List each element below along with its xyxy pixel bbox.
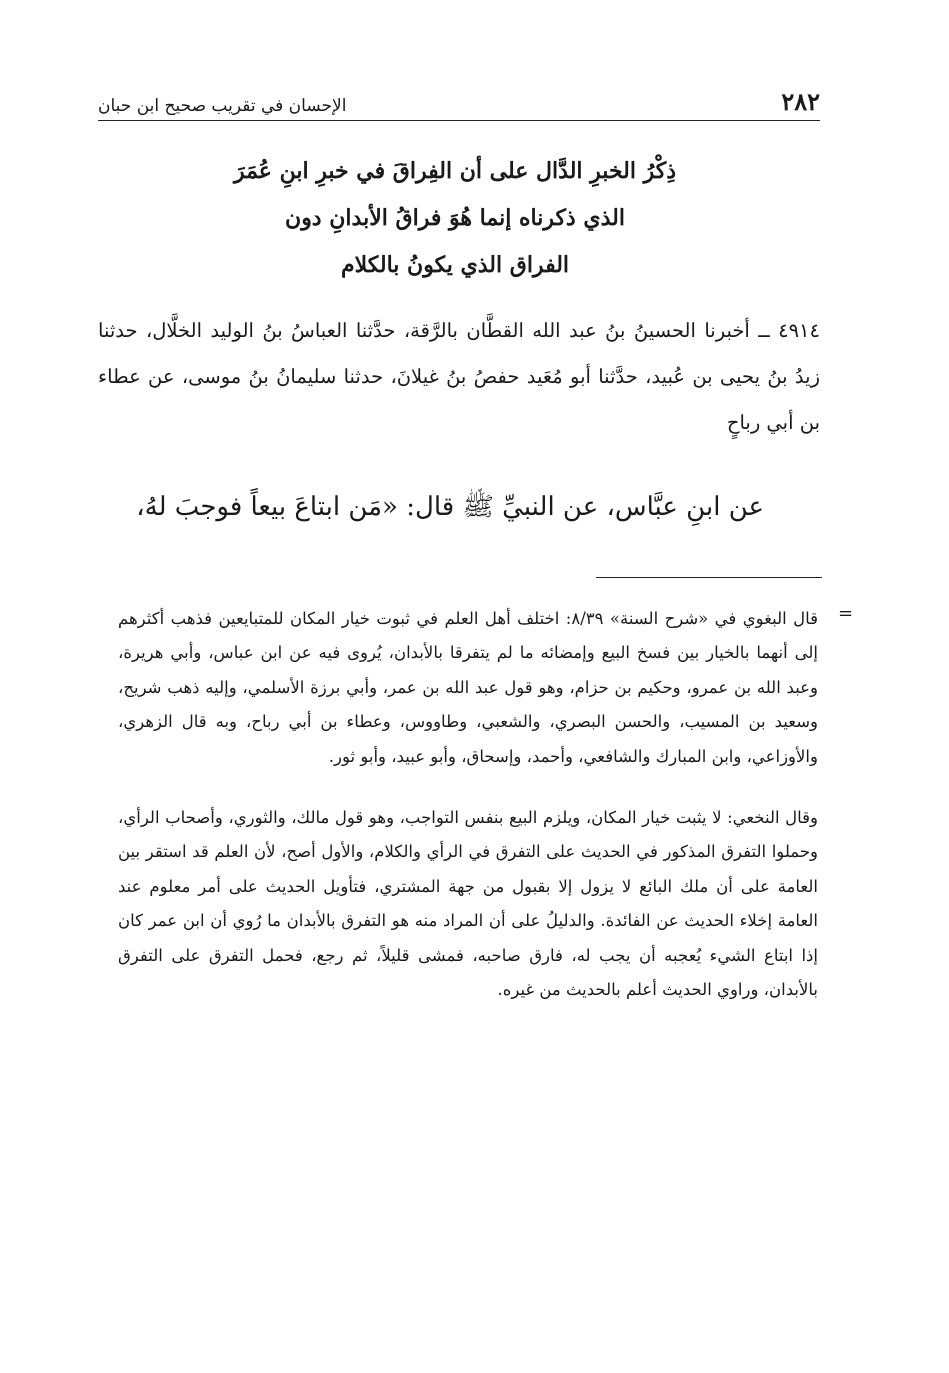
footnote-separator [596, 577, 822, 578]
running-header [98, 84, 820, 116]
hadith-matn: عن ابنِ عبَّاس، عن النبيِّ ﷺ قال: «مَن ابتاعَ بيعاً فوجبَ لهُ، [136, 492, 764, 522]
heading-line: الذي ذكرناه إنما هُوَ فراقُ الأبدانِ دون [285, 205, 625, 231]
footnote-paragraph: وقال النخعي: لا يثبت خيار المكان، ويلزم البيع بنفس التواجب، وهو قول مالك، والثوري، وأصحاب الرأي، وحملوا التفرق المذكور في الحديث على التفرق في الرأي والكلام، والأول أصح، لأن العلم قد استقر بين العامة على أن ملك البائع لا يزول إلا بقبول من جهة المشتري، فتأويل الحديث على أمر معلوم عند العامة إخلاء الحديث عن الفائدة. والدليلُ على أن المراد منه هو التفرق بالأبدان ما رُوي أن ابن عمر كان إذا ابتاع الشيء يُعجبه أن يجب له، فارق صاحبه، فمشى قليلاً، ثم رجع، فحمل التفرق على التفرق بالأبدان، وراوي الحديث أعلم بالحديث من غيره. [118, 808, 818, 1000]
hadith-isnad: ٤٩١٤ ــ أخبرنا الحسينُ بنُ عبد الله القطَّان بالرَّقة، حدَّثنا العباسُ بنُ الوليد الخلَّال، حدثنا زيدُ بنُ يحيى بن عُبيد، حدَّثنا أبو مُعَيد حفصُ بنُ غيلانَ، حدثنا سليمانُ بنُ موسى، عن عطاء بن أبي رباحٍ [98, 319, 820, 434]
heading-line: الفراق الذي يكونُ بالكلام [340, 252, 570, 278]
header-rule [98, 120, 820, 121]
footnote [118, 602, 818, 1007]
heading-line: ذِكْرُ الخبرِ الدَّال على أن الفِراقَ في خبرِ ابنِ عُمَرَ [233, 158, 677, 184]
footnote-continuation-marker: = [838, 603, 854, 624]
chapter-heading [170, 148, 740, 289]
footnote-paragraph: قال البغوي في «شرح السنة» ٨/٣٩: اختلف أهل العلم في ثبوت خيار المكان للمتبايعين فذهب أكثرهم إلى أنهما بالخيار بين فسخ البيع وإمضائه ما لم يتفرقا بالأبدان، يُروى فيه عن ابن عباس، وأبي هريرة، وعبد الله بن عمرو، وحكيم بن حزام، وهو قول عبد الله بن عمر، وأبي برزة الأسلمي، وإليه ذهب شريح، وسعيد بن المسيب، والحسن البصري، والشعبي، وطاووس، وعطاء بن أبي رباح، وبه قال الزهري، والأوزاعي، وابن المبارك والشافعي، وأحمد، وإسحاق، وأبو عبيد، وأبو ثور. [118, 609, 818, 766]
running-title: الإحسان في تقريب صحيح ابن حبان [98, 96, 347, 116]
page-number: ٢٨٢ [781, 87, 820, 116]
